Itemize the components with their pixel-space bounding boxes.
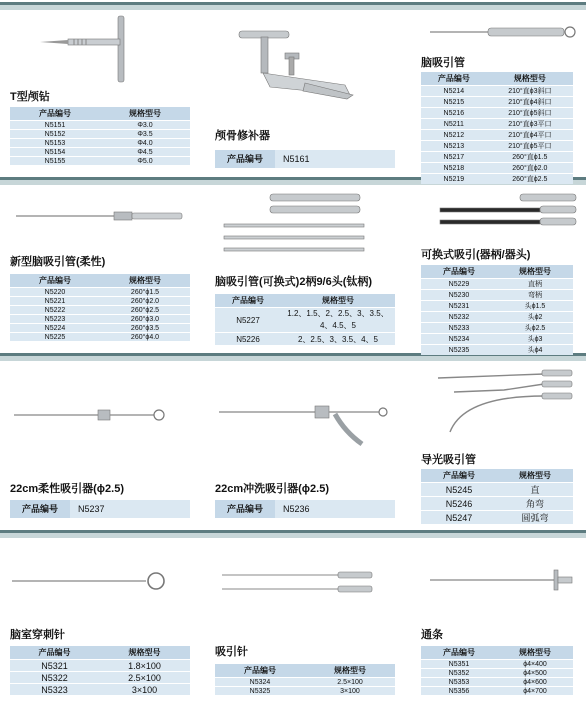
probe-title: 通条: [421, 629, 443, 641]
section-divider: [0, 2, 586, 10]
column-header: 规格型号: [281, 294, 395, 308]
suction-needle-title: 吸引针: [215, 646, 248, 658]
table-cell: N5213: [421, 141, 487, 152]
table-cell: 头ϕ2: [497, 312, 573, 323]
table-cell: 210°直ϕ3斜口: [487, 86, 573, 97]
table-cell: 2.5×100: [99, 672, 190, 684]
detachable-illustration: [436, 192, 581, 234]
table-cell: 头ϕ3: [497, 334, 573, 345]
table-cell: N5154: [10, 148, 100, 157]
table-cell: N5224: [10, 324, 100, 333]
table-row: [10, 148, 190, 157]
column-header: 产品编号: [421, 265, 497, 279]
detachable-title: 可换式吸引(器柄/器头): [421, 249, 531, 261]
table-cell: N5232: [421, 312, 497, 323]
column-header: 产品编号: [421, 646, 497, 660]
table-row: [421, 669, 573, 678]
replaceable-illustration: [222, 192, 372, 262]
column-header: 产品编号: [10, 274, 100, 288]
table-row: [421, 312, 573, 323]
column-header: 产品编号: [215, 500, 275, 518]
table-cell: N5212: [421, 130, 487, 141]
column-header: 规格型号: [487, 72, 573, 86]
table-cell: 260°ϕ1.5: [100, 288, 190, 297]
suction-needle-illustration: [220, 567, 380, 597]
table-row: [215, 687, 395, 696]
probe-illustration: [428, 568, 578, 592]
column-header: 产品编号: [421, 469, 497, 483]
table-cell: 3×100: [99, 684, 190, 696]
table-cell: 头ϕ4: [497, 345, 573, 356]
column-header: 规格型号: [497, 265, 573, 279]
light-guide-table: [421, 469, 573, 524]
table-cell: N5219: [421, 174, 487, 185]
table-row: [10, 130, 190, 139]
table-row: [421, 86, 573, 97]
table-cell: N5222: [10, 306, 100, 315]
table-row: [421, 687, 573, 696]
product-code: N5236: [283, 504, 310, 514]
table-cell: N5227: [215, 308, 281, 333]
table-cell: N5231: [421, 301, 497, 312]
replaceable-table: [215, 294, 395, 345]
table-row: [10, 333, 190, 342]
table-row: [421, 119, 573, 130]
table-cell: N5151: [10, 121, 100, 130]
flexible-22-code-row: [10, 500, 190, 518]
product-code: N5237: [78, 504, 105, 514]
table-cell: 210°直ϕ3平口: [487, 119, 573, 130]
table-cell: N5215: [421, 97, 487, 108]
table-cell: 头ϕ2.5: [497, 323, 573, 334]
table-cell: N5233: [421, 323, 497, 334]
column-header: 产品编号: [10, 646, 99, 660]
table-row: [10, 684, 190, 696]
table-cell: N5325: [215, 687, 305, 696]
t-drill-table: [10, 107, 190, 165]
table-cell: Φ5.0: [100, 157, 190, 166]
table-cell: 3×100: [305, 687, 395, 696]
table-cell: N5214: [421, 86, 487, 97]
skull-trimmer-code-row: [215, 150, 395, 168]
table-row: [421, 108, 573, 119]
table-cell: N5225: [10, 333, 100, 342]
table-cell: 210°直ϕ4斜口: [487, 97, 573, 108]
irrigation-22-code-row: [215, 500, 395, 518]
table-cell: 260°ϕ3.0: [100, 315, 190, 324]
table-row: [421, 497, 573, 511]
skull-trimmer-title: 颅骨修补器: [215, 130, 270, 142]
table-cell: ϕ4×700: [497, 687, 573, 696]
detachable-table: [421, 265, 573, 355]
table-cell: 1.2、1.5、2、2.5、3、3.5、4、4.5、5: [281, 308, 395, 333]
table-cell: ϕ4×500: [497, 669, 573, 678]
table-row: [421, 279, 573, 290]
ventricle-title: 脑室穿刺针: [10, 629, 65, 641]
table-cell: N5247: [421, 511, 497, 525]
table-row: [421, 345, 573, 356]
table-row: [10, 157, 190, 166]
table-cell: N5221: [10, 297, 100, 306]
table-cell: N5322: [10, 672, 99, 684]
section-divider: [0, 530, 586, 538]
table-cell: 角弯: [497, 497, 573, 511]
replaceable-title: 脑吸引管(可换式)2柄9/6头(钛柄): [215, 276, 373, 288]
table-cell: N5324: [215, 678, 305, 687]
table-row: [215, 308, 395, 333]
table-row: [421, 301, 573, 312]
light-guide-illustration: [434, 366, 579, 436]
product-code: N5161: [283, 154, 310, 164]
table-row: [421, 678, 573, 687]
table-row: [215, 678, 395, 687]
brain-suction-illustration: [428, 22, 578, 44]
table-cell: N5246: [421, 497, 497, 511]
table-cell: N5217: [421, 152, 487, 163]
table-cell: ϕ4×600: [497, 678, 573, 687]
flexible-22-illustration: [12, 405, 167, 425]
table-cell: 260°直ϕ1.5: [487, 152, 573, 163]
table-cell: 头ϕ1.5: [497, 301, 573, 312]
table-row: [421, 152, 573, 163]
table-cell: 260°ϕ3.5: [100, 324, 190, 333]
table-cell: 圆弧弯: [497, 511, 573, 525]
table-row: [10, 324, 190, 333]
table-row: [421, 334, 573, 345]
table-cell: N5353: [421, 678, 497, 687]
table-cell: 260°ϕ4.0: [100, 333, 190, 342]
suction-needle-table: [215, 664, 395, 695]
brain-suction-table: [421, 72, 573, 184]
column-header: 产品编号: [10, 107, 100, 121]
column-header: 规格型号: [497, 469, 573, 483]
table-cell: N5155: [10, 157, 100, 166]
irrigation-22-title: 22cm冲洗吸引器(ϕ2.5): [215, 483, 329, 495]
table-cell: 260°直ϕ2.5: [487, 174, 573, 185]
table-cell: Φ3.0: [100, 121, 190, 130]
table-cell: N5230: [421, 290, 497, 301]
table-cell: N5153: [10, 139, 100, 148]
table-cell: N5229: [421, 279, 497, 290]
table-row: [10, 288, 190, 297]
table-row: [421, 174, 573, 185]
table-cell: 直: [497, 483, 573, 497]
table-row: [10, 306, 190, 315]
ventricle-illustration: [10, 570, 170, 592]
skull-trimmer-illustration: [235, 25, 375, 115]
table-cell: N5216: [421, 108, 487, 119]
table-row: [10, 660, 190, 672]
table-cell: N5351: [421, 660, 497, 669]
irrigation-22-illustration: [217, 402, 387, 448]
table-cell: N5352: [421, 669, 497, 678]
ventricle-table: [10, 646, 190, 695]
table-row: [10, 121, 190, 130]
table-cell: ϕ4×400: [497, 660, 573, 669]
table-row: [421, 141, 573, 152]
column-header: 规格型号: [100, 107, 190, 121]
table-cell: N5235: [421, 345, 497, 356]
table-row: [10, 315, 190, 324]
table-row: [421, 511, 573, 525]
table-cell: N5245: [421, 483, 497, 497]
column-header: 规格型号: [100, 274, 190, 288]
table-cell: N5321: [10, 660, 99, 672]
table-row: [421, 290, 573, 301]
column-header: 规格型号: [497, 646, 573, 660]
table-cell: N5211: [421, 119, 487, 130]
table-cell: 260°直ϕ2.0: [487, 163, 573, 174]
t-drill-illustration: [38, 14, 148, 84]
table-row: [10, 297, 190, 306]
column-header: 产品编号: [215, 150, 275, 168]
column-header: 产品编号: [215, 664, 305, 678]
table-cell: 260°ϕ2.0: [100, 297, 190, 306]
table-cell: 210°直ϕ5斜口: [487, 108, 573, 119]
new-flexible-table: [10, 274, 190, 341]
flexible-22-title: 22cm柔性吸引器(ϕ2.5): [10, 483, 124, 495]
column-header: 产品编号: [215, 294, 281, 308]
table-row: [421, 660, 573, 669]
table-cell: 直柄: [497, 279, 573, 290]
table-cell: N5226: [215, 333, 281, 346]
table-cell: 210°直ϕ5平口: [487, 141, 573, 152]
table-cell: 1.8×100: [99, 660, 190, 672]
table-row: [215, 333, 395, 346]
probe-table: [421, 646, 573, 695]
table-cell: Φ4.0: [100, 139, 190, 148]
table-row: [421, 483, 573, 497]
table-cell: N5220: [10, 288, 100, 297]
table-cell: N5223: [10, 315, 100, 324]
table-cell: N5356: [421, 687, 497, 696]
table-cell: N5323: [10, 684, 99, 696]
table-cell: 260°ϕ2.5: [100, 306, 190, 315]
table-cell: N5234: [421, 334, 497, 345]
table-cell: N5218: [421, 163, 487, 174]
table-row: [421, 97, 573, 108]
t-drill-title: T型颅钻: [10, 91, 50, 103]
column-header: 产品编号: [421, 72, 487, 86]
table-cell: 2.5×100: [305, 678, 395, 687]
column-header: 规格型号: [305, 664, 395, 678]
table-cell: N5152: [10, 130, 100, 139]
table-row: [421, 130, 573, 141]
table-cell: 弯柄: [497, 290, 573, 301]
table-row: [421, 163, 573, 174]
table-cell: Φ3.5: [100, 130, 190, 139]
table-row: [421, 323, 573, 334]
column-header: 规格型号: [99, 646, 190, 660]
table-cell: 210°直ϕ4平口: [487, 130, 573, 141]
new-flexible-illustration: [14, 208, 189, 224]
table-cell: 2、2.5、3、3.5、4、5: [281, 333, 395, 346]
light-guide-title: 导光吸引管: [421, 454, 476, 466]
table-row: [10, 672, 190, 684]
table-cell: Φ4.5: [100, 148, 190, 157]
new-flexible-title: 新型脑吸引管(柔性): [10, 256, 106, 268]
brain-suction-title: 脑吸引管: [421, 57, 465, 69]
column-header: 产品编号: [10, 500, 70, 518]
table-row: [10, 139, 190, 148]
